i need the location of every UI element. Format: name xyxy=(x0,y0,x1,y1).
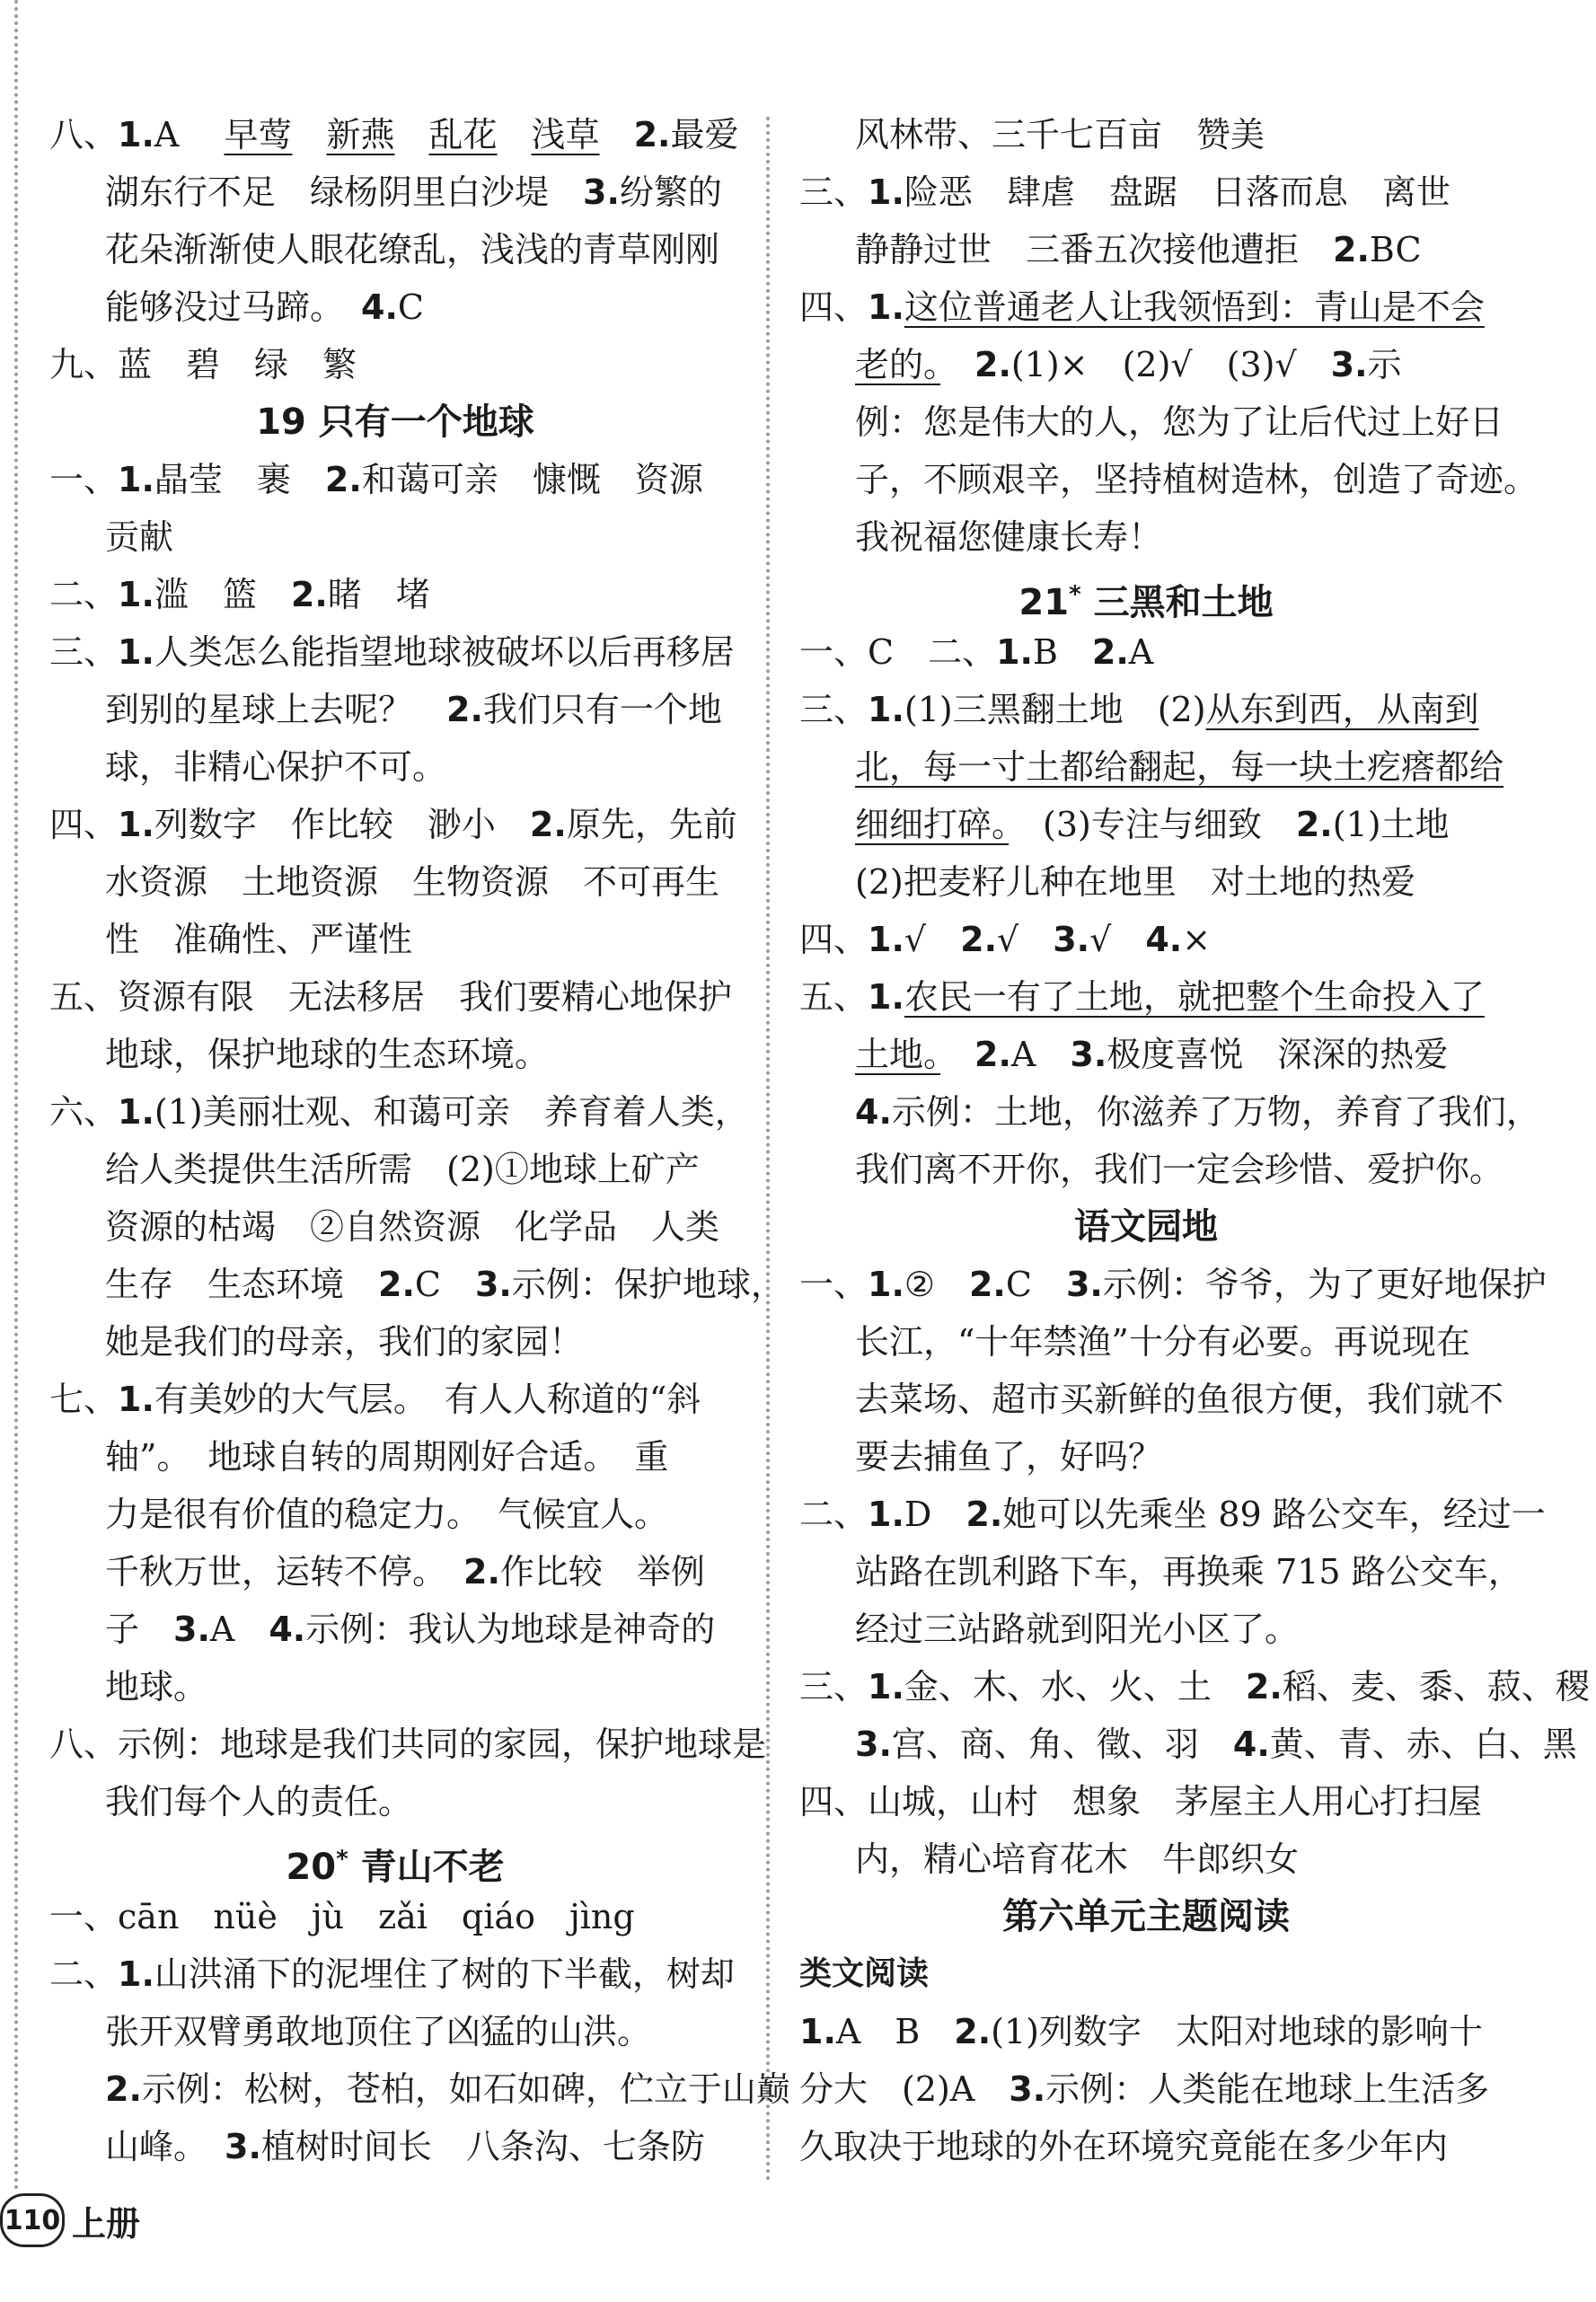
question-number: 2. xyxy=(446,690,483,729)
answer-text: 三、 xyxy=(799,690,869,729)
question-number: 1. xyxy=(868,920,904,959)
answer-line xyxy=(49,1773,741,1830)
volume-label: 上册 xyxy=(72,2203,141,2244)
underlined-answer: 新燕 xyxy=(326,115,395,154)
answer-text xyxy=(498,115,532,154)
answer-text: 静静过世 三番五次接他遭拒 xyxy=(855,230,1334,269)
question-number: 4. xyxy=(269,1610,306,1649)
answer-text: 睹 堵 xyxy=(327,575,430,614)
answer-text: 四、 xyxy=(49,805,119,844)
answer-line xyxy=(49,1601,741,1658)
question-number: 2. xyxy=(1091,632,1129,672)
answer-line xyxy=(49,968,741,1026)
answer-line xyxy=(49,681,741,738)
answer-text xyxy=(394,115,428,154)
question-number: 1. xyxy=(868,287,904,327)
answer-text: 一、 xyxy=(49,460,119,499)
answer-text: 轴”。 地球自转的周期刚好合适。 重 xyxy=(105,1437,669,1477)
answer-text: 她是我们的母亲，我们的家园！ xyxy=(105,1322,584,1362)
question-number: 3. xyxy=(855,1724,892,1764)
question-number: 1. xyxy=(996,632,1033,672)
answer-text: 久取决于地球的外在环境究竟能在多少年内 xyxy=(799,2127,1449,2166)
answer-text: A xyxy=(1128,632,1154,672)
answer-line xyxy=(49,106,741,163)
answer-text: C xyxy=(414,1265,475,1304)
answer-text: √ xyxy=(997,920,1054,959)
answer-line xyxy=(49,1486,741,1543)
answer-line xyxy=(49,163,741,221)
answer-line xyxy=(799,853,1493,911)
answer-line xyxy=(49,1715,767,1773)
answer-text: 内，精心培育花木 牛郎织女 xyxy=(855,1839,1300,1879)
answer-text: 极度喜悦 深深的热爱 xyxy=(1107,1035,1449,1074)
underlined-answer: 土地。 xyxy=(855,1035,941,1074)
answer-text: (3)专注与细致 xyxy=(1009,805,1296,844)
answer-text: 山峰。 xyxy=(105,2127,225,2166)
heading-title: 青山不老 xyxy=(348,1847,505,1888)
question-number: 1. xyxy=(118,460,154,499)
answer-text: 经过三站路就到阳光小区了。 xyxy=(855,1610,1300,1649)
underlined-answer: 浅草 xyxy=(531,115,600,154)
answer-text: (1)列数字 太阳对地球的影响十 xyxy=(991,2012,1483,2051)
answer-line xyxy=(799,106,1493,163)
question-number: 2. xyxy=(974,1035,1011,1074)
answer-text: 四、山城，山村 想象 茅屋主人用心打扫屋 xyxy=(799,1782,1483,1821)
answer-line xyxy=(799,1313,1493,1371)
answer-text: 我们只有一个地 xyxy=(482,690,722,729)
answer-text: 一、 xyxy=(799,1265,869,1304)
answer-text: 和蔼可亲 慷慨 资源 xyxy=(361,460,703,499)
answer-text: 能够没过马蹄。 xyxy=(105,287,362,327)
question-number: 2. xyxy=(529,805,567,844)
underlined-answer: 从东到西，从南到 xyxy=(1205,690,1479,729)
answer-text: 花朵渐渐使人眼花缭乱，浅浅的青草刚刚 xyxy=(105,230,720,269)
answer-text: 原先，先前 xyxy=(566,805,737,844)
answer-text xyxy=(940,345,974,384)
question-number: 2. xyxy=(105,2069,142,2109)
answer-line xyxy=(799,1601,1493,1658)
answer-text: 有美妙的大气层。 有人人称道的“斜 xyxy=(154,1380,701,1419)
answer-text: 分大 (2)A xyxy=(799,2069,1010,2109)
question-number: 3. xyxy=(1065,1265,1103,1304)
answer-column-right xyxy=(799,106,1590,2175)
answer-line xyxy=(49,1945,741,2003)
answer-line xyxy=(49,278,741,336)
answer-text: 去菜场、超市买新鲜的鱼很方便，我们就不 xyxy=(855,1380,1504,1419)
answer-line xyxy=(799,796,1493,853)
answer-line xyxy=(799,508,1493,566)
answer-text: 我们离不开你，我们一定会珍惜、爱护你。 xyxy=(855,1150,1504,1189)
answer-text: ② xyxy=(904,1265,969,1304)
answer-text: 四、 xyxy=(799,287,869,327)
answer-line xyxy=(49,1658,741,1715)
question-number: 3. xyxy=(1009,2069,1046,2109)
answer-text: 八、示例：地球是我们共同的家园，保护地球是 xyxy=(49,1724,767,1764)
question-number: 1. xyxy=(118,1092,154,1132)
underlined-answer: 细细打碎。 xyxy=(855,805,1010,844)
answer-text: 给人类提供生活所需 (2)①地球上矿产 xyxy=(105,1150,700,1189)
question-number: 1. xyxy=(868,690,904,729)
heading-text: 19 只有一个地球 xyxy=(256,401,534,443)
answer-line xyxy=(799,393,1504,451)
question-number: 1. xyxy=(118,1380,154,1419)
answer-text: 示例：松树，苍柏，如石如碑，伫立于山巅 xyxy=(141,2069,790,2109)
answer-text: 性 准确性、严谨性 xyxy=(105,920,413,959)
answer-line xyxy=(49,738,741,796)
answer-text: 地球。 xyxy=(105,1667,208,1707)
answer-line xyxy=(799,163,1493,221)
answer-line xyxy=(49,508,741,566)
answer-line xyxy=(49,623,741,681)
answer-line xyxy=(49,1313,741,1371)
question-number: 2. xyxy=(633,115,671,154)
underlined-answer: 这位普通老人让我领悟到：青山是不会 xyxy=(904,287,1485,327)
answer-text: 三、 xyxy=(799,1667,869,1707)
answer-text: 植树时间长 八条沟、七条防 xyxy=(260,2127,705,2166)
answer-text xyxy=(600,115,634,154)
answer-text: (1)三黑翻土地 (2) xyxy=(904,690,1206,729)
answer-text: 球，非精心保护不可。 xyxy=(105,747,447,787)
question-number: 1. xyxy=(799,2012,836,2051)
answer-line xyxy=(49,336,741,393)
question-number: 3. xyxy=(1053,920,1090,959)
optional-lesson-mark: * xyxy=(1069,581,1081,608)
question-number: 1. xyxy=(118,1954,154,1994)
answer-text: 九、蓝 碧 绿 繁 xyxy=(49,345,357,384)
question-number: 1. xyxy=(868,1495,904,1534)
answer-text: 五、 xyxy=(799,977,869,1017)
answer-text: 黄、青、赤、白、黑 xyxy=(1269,1724,1577,1764)
answer-text: 山洪涌下的泥埋住了树的下半截，树却 xyxy=(154,1954,735,1994)
question-number: 2. xyxy=(1245,1667,1283,1707)
answer-line xyxy=(49,451,741,508)
answer-line xyxy=(49,911,741,968)
answer-text: B xyxy=(1032,632,1092,672)
answer-text: 四、 xyxy=(799,920,869,959)
question-number: 4. xyxy=(1232,1724,1270,1764)
question-number: 2. xyxy=(290,575,328,614)
answer-text: 示 xyxy=(1367,345,1402,384)
answer-line xyxy=(799,278,1493,336)
answer-text: 晶莹 裹 xyxy=(154,460,325,499)
answer-line xyxy=(799,911,1493,968)
answer-text: 风林带、三千七百亩 赞美 xyxy=(855,115,1265,154)
answer-line xyxy=(49,2060,790,2118)
answer-line xyxy=(799,1083,1540,1141)
question-number: 1. xyxy=(868,172,904,212)
answer-line xyxy=(49,1543,741,1601)
answer-line xyxy=(799,681,1493,738)
answer-line xyxy=(49,853,741,911)
question-number: 1. xyxy=(118,575,154,614)
underlined-answer: 老的。 xyxy=(855,345,941,384)
section-heading xyxy=(799,1888,1493,1945)
answer-text: 五、资源有限 无法移居 我们要精心地保护 xyxy=(49,977,733,1017)
answer-line xyxy=(799,1830,1493,1888)
answer-line xyxy=(799,1773,1493,1830)
answer-text: 一、C 二、 xyxy=(799,632,997,672)
answer-text: C xyxy=(397,287,424,327)
answer-text: 险恶 肆虐 盘踞 日落而息 离世 xyxy=(904,172,1451,212)
answer-text: 示例：爷爷，为了更好地保护 xyxy=(1102,1265,1547,1304)
heading-text: 20 xyxy=(286,1847,337,1888)
question-number: 2. xyxy=(463,1552,500,1592)
answer-text xyxy=(292,115,326,154)
answer-text: 生存 生态环境 xyxy=(105,1265,379,1304)
answer-line xyxy=(799,1715,1577,1773)
answer-line xyxy=(799,451,1539,508)
answer-text: 二、 xyxy=(799,1495,869,1534)
answer-text: 最爱 xyxy=(670,115,739,154)
page-left-dotted-border xyxy=(14,0,18,2192)
question-number: 4. xyxy=(361,287,398,327)
answer-text: 人类怎么能指望地球被破坏以后再移居 xyxy=(154,632,735,672)
answer-text: 一、cān nüè jù zǎi qiáo jìng xyxy=(49,1897,635,1936)
question-number: 3. xyxy=(1070,1035,1107,1074)
answer-line xyxy=(799,968,1493,1026)
question-number: 3. xyxy=(225,2127,261,2166)
question-number: 1. xyxy=(868,1667,904,1707)
answer-text: (2)把麦籽儿种在地里 对土地的热爱 xyxy=(855,862,1415,902)
answer-text: 金、木、水、火、土 xyxy=(904,1667,1246,1707)
answer-text: 力是很有价值的稳定力。 气候宜人。 xyxy=(105,1495,669,1534)
answer-text: 子 xyxy=(105,1610,174,1649)
answer-text: × xyxy=(1182,920,1212,959)
answer-line xyxy=(49,1141,741,1198)
answer-line xyxy=(49,1371,741,1428)
answer-text: (1)× (2)√ (3)√ xyxy=(1010,345,1331,384)
question-number: 2. xyxy=(324,460,362,499)
answer-text: 滥 篮 xyxy=(154,575,291,614)
answer-text: 到别的星球上去呢？ xyxy=(105,690,447,729)
answer-text: BC xyxy=(1369,230,1422,269)
answer-text: A xyxy=(209,1610,269,1649)
answer-text: 要去捕鱼了，好吗？ xyxy=(855,1437,1163,1477)
page-number: 110 xyxy=(0,2193,65,2247)
answer-text: 地球，保护地球的生态环境。 xyxy=(105,1035,550,1074)
question-number: 3. xyxy=(173,1610,210,1649)
answer-text: A xyxy=(1010,1035,1071,1074)
subsection-heading: 类文阅读 xyxy=(799,1955,930,1992)
answer-line xyxy=(799,1141,1504,1198)
optional-lesson-mark: * xyxy=(336,1846,348,1873)
question-number: 2. xyxy=(1333,230,1370,269)
answer-text: (1)土地 xyxy=(1332,805,1450,844)
section-heading xyxy=(49,1830,741,1888)
answer-text: 三、 xyxy=(799,172,869,212)
answer-text: 八、 xyxy=(49,115,119,154)
question-number: 2. xyxy=(954,2012,992,2051)
section-heading xyxy=(799,1198,1493,1256)
answer-text: 张开双臂勇敢地顶住了凶猛的山洪。 xyxy=(105,2012,652,2051)
answer-text: 示例：土地，你滋养了万物，养育了我们， xyxy=(891,1092,1540,1132)
answer-line xyxy=(49,1083,749,1141)
answer-line xyxy=(799,738,1504,796)
answer-text: 示例：保护地球， xyxy=(511,1265,785,1304)
answer-text: 我祝福您健康长寿！ xyxy=(855,517,1163,557)
answer-line xyxy=(49,1428,741,1486)
answer-line xyxy=(799,1428,1493,1486)
answer-line xyxy=(49,221,741,278)
answer-text: C xyxy=(1005,1265,1066,1304)
question-number: 4. xyxy=(1145,920,1183,959)
answer-line xyxy=(799,2118,1493,2175)
answer-text: 二、 xyxy=(49,575,119,614)
answer-line xyxy=(799,2003,1493,2060)
answer-text xyxy=(940,1035,974,1074)
answer-line xyxy=(49,566,741,623)
question-number: 2. xyxy=(960,920,998,959)
answer-text: 作比较 举例 xyxy=(499,1552,705,1592)
answer-line xyxy=(799,1026,1493,1083)
question-number: 2. xyxy=(974,345,1011,384)
answer-line xyxy=(49,1888,741,1945)
answer-text: 示例：人类能在地球上生活多 xyxy=(1045,2069,1490,2109)
answer-text: 湖东行不足 绿杨阴里白沙堤 xyxy=(105,172,584,212)
answer-line xyxy=(799,1371,1504,1428)
answer-line xyxy=(49,1256,785,1313)
answer-line xyxy=(799,1543,1522,1601)
answer-text: 三、 xyxy=(49,632,119,672)
answer-line xyxy=(799,1486,1546,1543)
answer-text: 六、 xyxy=(49,1092,119,1132)
answer-text: 二、 xyxy=(49,1954,119,1994)
answer-text: 我们每个人的责任。 xyxy=(105,1782,413,1821)
answer-text: A B xyxy=(835,2012,955,2051)
heading-text: 语文园地 xyxy=(1074,1206,1218,1248)
answer-text: 七、 xyxy=(49,1380,119,1419)
answer-text: 她可以先乘坐 89 路公交车，经过一 xyxy=(1002,1495,1546,1534)
underlined-answer: 早莺 xyxy=(224,115,293,154)
answer-text: 子，不顾艰辛，坚持植树造林，创造了奇迹。 xyxy=(855,460,1539,499)
question-number: 2. xyxy=(1295,805,1333,844)
answer-text: 水资源 土地资源 生物资源 不可再生 xyxy=(105,862,720,902)
answer-line xyxy=(799,1658,1590,1715)
question-number: 4. xyxy=(855,1092,892,1132)
answer-text: 站路在凯利路下车，再换乘 715 路公交车， xyxy=(855,1552,1522,1592)
underlined-answer: 农民一有了土地，就把整个生命投入了 xyxy=(904,977,1485,1017)
answer-line xyxy=(799,336,1493,393)
question-number: 2. xyxy=(966,1495,1003,1534)
question-number: 3. xyxy=(474,1265,512,1304)
section-heading xyxy=(799,566,1493,623)
answer-line xyxy=(49,2118,741,2175)
question-number: 1. xyxy=(868,1265,904,1304)
question-number: 3. xyxy=(583,172,620,212)
answer-line xyxy=(799,623,1493,681)
answer-text: 稻、麦、黍、菽、稷 xyxy=(1282,1667,1590,1707)
answer-line xyxy=(799,2060,1493,2118)
question-number: 1. xyxy=(118,632,154,672)
answer-text: 示例：我认为地球是神奇的 xyxy=(305,1610,716,1649)
answer-line xyxy=(49,1026,741,1083)
question-number: 1. xyxy=(118,115,154,154)
answer-text: 千秋万世，运转不停。 xyxy=(105,1552,464,1592)
answer-text: 宫、商、角、徵、羽 xyxy=(891,1724,1233,1764)
answer-text: 列数字 作比较 渺小 xyxy=(154,805,530,844)
section-heading xyxy=(49,393,741,451)
answer-line xyxy=(799,221,1493,278)
answer-line xyxy=(799,1256,1547,1313)
answer-text: D xyxy=(904,1495,966,1534)
heading-title: 三黑和土地 xyxy=(1080,582,1274,623)
question-number: 2. xyxy=(378,1265,415,1304)
answer-text: 贡献 xyxy=(105,517,174,557)
answer-line xyxy=(49,1198,741,1256)
question-number: 2. xyxy=(968,1265,1006,1304)
question-number: 1. xyxy=(118,805,154,844)
answer-text: √ xyxy=(1089,920,1146,959)
answer-line xyxy=(49,2003,741,2060)
heading-text: 第六单元主题阅读 xyxy=(1002,1896,1290,1937)
answer-text: (1)美丽壮观、和蔼可亲 养育着人类， xyxy=(154,1092,749,1132)
heading-text: 21 xyxy=(1018,582,1070,623)
answer-text: 例：您是伟大的人，您为了让后代过上好日 xyxy=(855,402,1504,442)
answer-text: 纷繁的 xyxy=(619,172,722,212)
underlined-answer: 北，每一寸土都给翻起，每一块土疙瘩都给 xyxy=(855,747,1504,787)
column-divider xyxy=(766,117,770,2183)
answer-text: 资源的枯竭 ②自然资源 化学品 人类 xyxy=(105,1207,720,1247)
page-footer xyxy=(0,2184,140,2256)
answer-text: √ xyxy=(904,920,961,959)
answer-line xyxy=(49,796,741,853)
question-number: 1. xyxy=(868,977,904,1017)
underlined-answer: 乱花 xyxy=(428,115,498,154)
answer-text: A xyxy=(154,115,225,154)
answer-text: 长江，“十年禁渔”十分有必要。再说现在 xyxy=(855,1322,1470,1362)
question-number: 3. xyxy=(1330,345,1368,384)
answer-column-left xyxy=(49,106,790,2175)
